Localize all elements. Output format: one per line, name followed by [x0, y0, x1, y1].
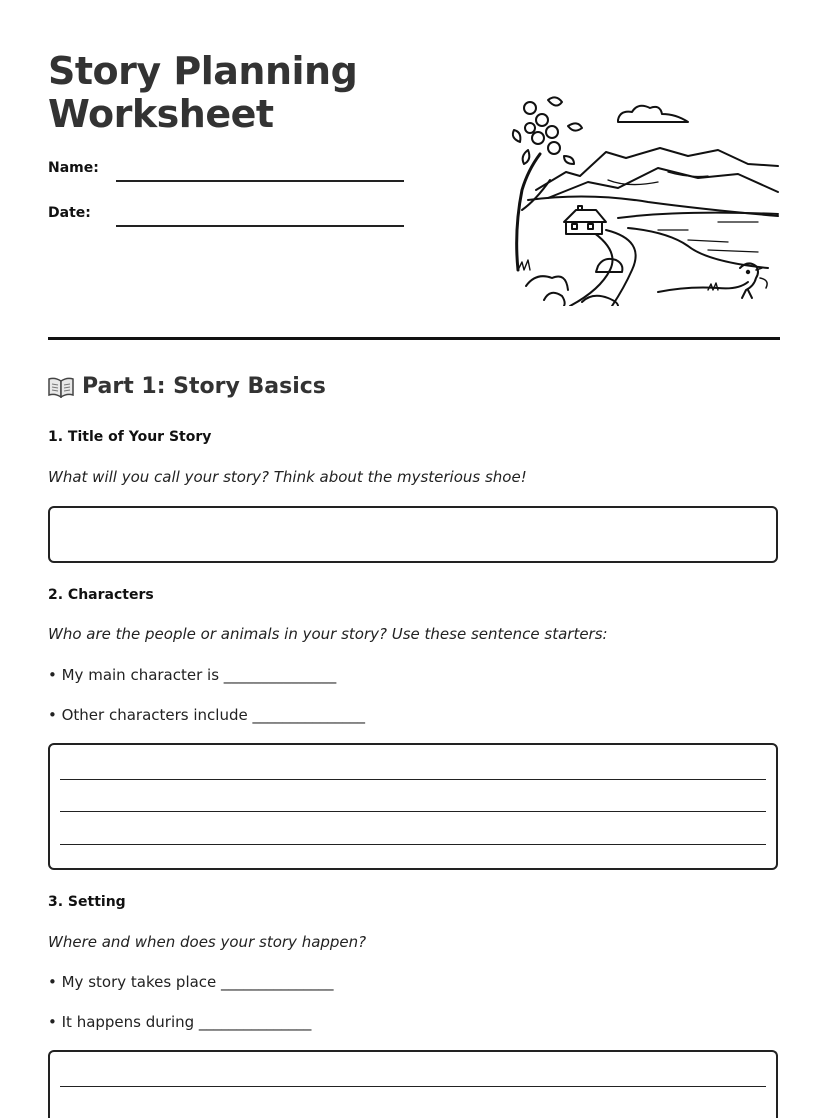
writing-line: [60, 779, 766, 780]
part-1-heading: [48, 374, 326, 399]
starter-story-time: • It happens during _______________: [48, 1013, 312, 1031]
title-line-2: Worksheet: [48, 92, 274, 136]
writing-line: [60, 811, 766, 812]
question-3-title: 3. Setting: [48, 894, 126, 910]
starter-other-characters: • Other characters include _______________: [48, 706, 365, 724]
part-1-heading-text: Part 1: Story Basics: [82, 374, 326, 399]
characters-answer-box[interactable]: [48, 743, 778, 870]
starter-main-character: • My main character is _______________: [48, 666, 337, 684]
question-1-title: 1. Title of Your Story: [48, 429, 212, 445]
date-field[interactable]: [116, 225, 404, 227]
setting-answer-box[interactable]: [48, 1050, 778, 1118]
landscape-illustration: [508, 90, 780, 306]
question-3-prompt: Where and when does your story happen?: [48, 933, 367, 951]
title-line-1: Story Planning: [48, 49, 358, 93]
title-answer-box[interactable]: [48, 506, 778, 563]
question-2-prompt: Who are the people or animals in your story? Use these sentence starters:: [48, 625, 608, 643]
open-book-icon: [48, 376, 74, 398]
question-2-title: 2. Characters: [48, 587, 154, 603]
name-field[interactable]: [116, 180, 404, 182]
section-divider: [48, 337, 780, 340]
writing-line: [60, 844, 766, 845]
date-label: Date:: [48, 205, 91, 221]
writing-line: [60, 1086, 766, 1087]
starter-story-place: • My story takes place _______________: [48, 973, 334, 991]
page-title: [48, 50, 357, 136]
name-label: Name:: [48, 160, 99, 176]
question-1-prompt: What will you call your story? Think about the mysterious shoe!: [48, 468, 527, 486]
